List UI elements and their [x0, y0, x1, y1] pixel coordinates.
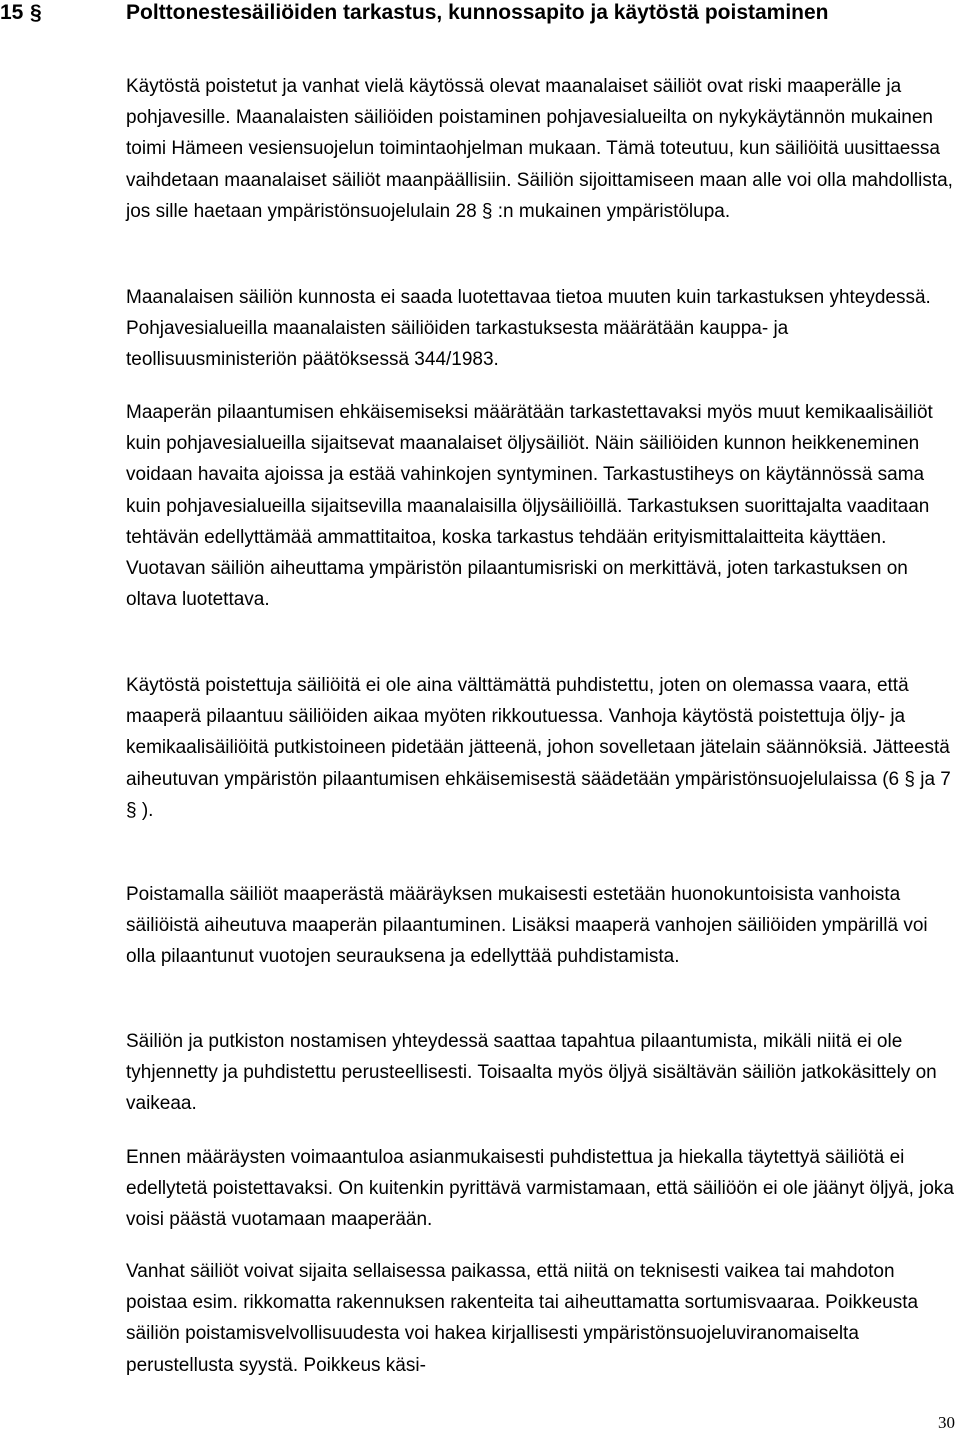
section-heading [0, 0, 960, 30]
paragraph-4: Käytöstä poistettuja säiliöitä ei ole aina välttämättä puhdistettu, joten on olemassa vaara, että maaperä pilaantuu säiliöiden aikaa myöten rikkoutuessa. Vanhoja käytöstä poistettuja öljy- ja kemikaalisäiliöitä putkistoineen pidetään jätteenä, johon sovelletaan jätelain säännöksiä. Jätteestä aiheutuvan ympäristön pilaantumisen ehkäisemisestä säädetään ympäristönsuojelulaissa (6 § ja 7 § ). [126, 675, 951, 821]
paragraph-5: Poistamalla säiliöt maaperästä määräyksen mukaisesti estetään huonokuntoisista vanhoista säiliöistä aiheutuva maaperän pilaantuminen. Lisäksi maaperä vanhojen säiliöiden ympärillä voi olla pilaantunut vuotojen seurauksena ja edellyttää puhdistamista. [126, 884, 928, 968]
section-sign-icon: § [30, 1, 42, 24]
paragraph-2: Maanalaisen säiliön kunnosta ei saada luotettavaa tietoa muuten kuin tarkastuksen yhteydessä. Pohjavesialueilla maanalaisten säiliöiden tarkastuksesta määrätään kauppa- ja teollisuusministeriön päätöksessä 344/1983. [126, 287, 931, 371]
paragraph-8: Vanhat säiliöt voivat sijaita sellaisessa paikassa, että niitä on teknisesti vaikea tai mahdoton poistaa esim. rikkomatta rakennuksen rakenteita tai aiheuttamatta sortumisvaaraa. Poikkeusta säiliön poistamisvelvollisuudesta voi hakea kirjallisesti ympäristönsuojeluviranomaiselta perustellusta syystä. Poikkeus käsi- [126, 1261, 919, 1376]
paragraph-3: Maaperän pilaantumisen ehkäisemiseksi määrätään tarkastettavaksi myös muut kemikaalisäiliöt kuin pohjavesialueilla sijaitsevat maanalaiset öljysäiliöt. Näin säiliöiden kunnon heikkeneminen voidaan havaita ajoissa ja estää vahinkojen syntyminen. Tarkastustiheys on käytännössä sama kuin pohjavesialueilla sijaitsevilla maanalaisilla öljysäiliöillä. Tarkastuksen suorittajalta vaaditaan tehtävän edellyttämää ammattitaitoa, koska tarkastus tehdään erityismittalaitteita käyttäen. Vuotavan säiliön aiheuttama ympäristön pilaantumisriski on merkittävä, joten tarkastuksen on oltava luotettava. [126, 402, 933, 611]
paragraph-6: Säiliön ja putkiston nostamisen yhteydessä saattaa tapahtua pilaantumista, mikäli niitä ei ole tyhjennetty ja puhdistettu perusteellisesti. Toisaalta myös öljyä sisältävän säiliön jatkokäsittely on vaikeaa. [126, 1031, 937, 1115]
page-number: 30 [938, 1413, 955, 1432]
paragraph-1: Käytöstä poistetut ja vanhat vielä käytössä olevat maanalaiset säiliöt ovat riski maaperälle ja pohjavesille. Maanalaisten säiliöiden poistaminen pohjavesialueilta on nykykäytännön mukainen toimi Hämeen vesiensuojelun toimintaohjelman mukaan. Tämä toteutuu, kun säiliöitä uusittaessa vaihdetaan maanalaiset säiliöt maanpäällisiin. Säiliön sijoittamiseen maan alle voi olla mahdollista, jos sille haetaan ympäristönsuojelulain 28 § :n mukainen ympäristölupa. [126, 76, 953, 222]
section-number: 15 [0, 1, 24, 24]
section-title: Polttonestesäiliöiden tarkastus, kunnossapito ja käytöstä poistaminen [126, 1, 829, 24]
paragraph-7: Ennen määräysten voimaantuloa asianmukaisesti puhdistettua ja hiekalla täytettyä säiliötä ei edellytetä poistettavaksi. On kuitenkin pyrittävä varmistamaan, että säiliöön ei ole jäänyt öljyä, joka voisi päästä vuotamaan maaperään. [126, 1147, 954, 1231]
